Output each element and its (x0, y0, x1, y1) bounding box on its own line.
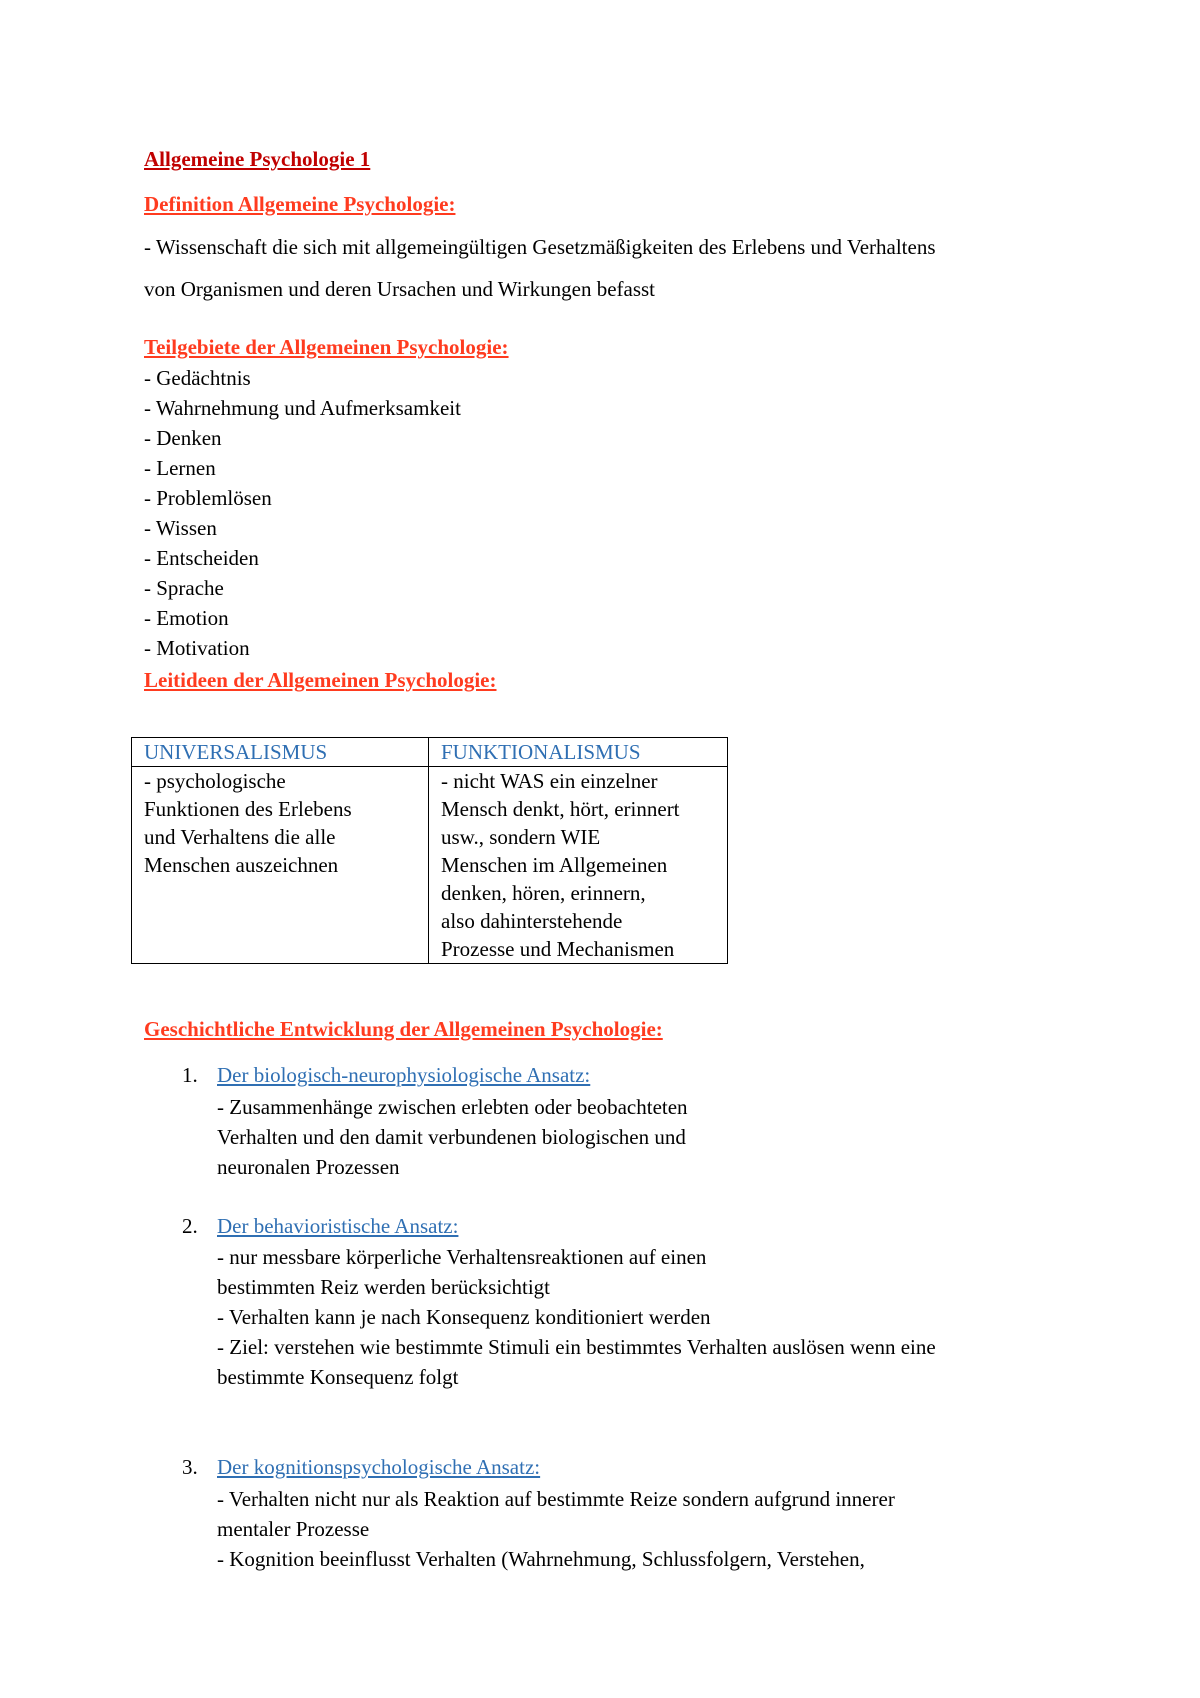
definition-line: von Organismen und deren Ursachen und Wirkungen befasst (144, 277, 656, 301)
document-title: Allgemeine Psychologie 1 (144, 147, 371, 171)
description-line: - Verhalten nicht nur als Reaktion auf bestimmte Reize sondern aufgrund innerer (217, 1487, 895, 1511)
cell-line: - nicht WAS ein einzelner (441, 769, 658, 793)
cell-line: also dahinterstehende (441, 909, 623, 933)
approach-link-behavioristisch[interactable]: Der behavioristische Ansatz: (217, 1214, 459, 1238)
list-item: - Denken (144, 426, 222, 450)
approach-description (217, 1484, 895, 1574)
cell-line: Menschen im Allgemeinen (441, 853, 668, 877)
definition-heading: Definition Allgemeine Psychologie: (144, 192, 456, 216)
list-item: - Emotion (144, 606, 229, 630)
definition-line: - Wissenschaft die sich mit allgemeingültigen Gesetzmäßigkeiten des Erlebens und Verhaltens (144, 235, 936, 259)
list-item: - Entscheiden (144, 546, 259, 570)
list-item: - Gedächtnis (144, 366, 251, 390)
cell-line: Prozesse und Mechanismen (441, 937, 675, 961)
list-number: 3. (182, 1455, 198, 1479)
teilgebiete-heading: Teilgebiete der Allgemeinen Psychologie: (144, 335, 509, 359)
cell-line: usw., sondern WIE (441, 825, 601, 849)
description-line: - nur messbare körperliche Verhaltensreaktionen auf einen (217, 1245, 707, 1269)
description-line: bestimmten Reiz werden berücksichtigt (217, 1275, 550, 1299)
table-row (132, 767, 728, 964)
list-item: - Wahrnehmung und Aufmerksamkeit (144, 396, 461, 420)
table-header-funktionalismus: FUNKTIONALISMUS (429, 738, 728, 767)
description-line: Verhalten und den damit verbundenen biologischen und (217, 1125, 686, 1149)
description-line: mentaler Prozesse (217, 1517, 370, 1541)
description-line: - Zusammenhänge zwischen erlebten oder beobachteten (217, 1095, 688, 1119)
table-header-universalismus: UNIVERSALISMUS (132, 738, 429, 767)
list-item: - Sprache (144, 576, 224, 600)
cell-line: - psychologische (144, 769, 286, 793)
description-line: - Ziel: verstehen wie bestimmte Stimuli ein bestimmtes Verhalten auslösen wenn eine (217, 1335, 936, 1359)
description-line: - Verhalten kann je nach Konsequenz konditioniert werden (217, 1305, 711, 1329)
table-cell-universalismus (132, 767, 429, 964)
description-line: neuronalen Prozessen (217, 1155, 400, 1179)
table-header-row (132, 738, 728, 767)
list-item: - Motivation (144, 636, 250, 660)
list-number: 1. (182, 1063, 198, 1087)
cell-line: denken, hören, erinnern, (441, 881, 646, 905)
cell-line: Menschen auszeichnen (144, 853, 339, 877)
approach-description (217, 1092, 688, 1182)
approach-description (217, 1242, 936, 1392)
leitideen-heading: Leitideen der Allgemeinen Psychologie: (144, 668, 497, 692)
list-number: 2. (182, 1214, 198, 1238)
approach-link-kognitionspsychologisch[interactable]: Der kognitionspsychologische Ansatz: (217, 1455, 541, 1479)
cell-line: Funktionen des Erlebens (144, 797, 352, 821)
cell-line: und Verhaltens die alle (144, 825, 336, 849)
teilgebiete-list (144, 363, 461, 663)
description-line: bestimmte Konsequenz folgt (217, 1365, 459, 1389)
leitideen-table (131, 737, 728, 964)
list-item: - Lernen (144, 456, 216, 480)
description-line: - Kognition beeinflusst Verhalten (Wahrnehmung, Schlussfolgern, Verstehen, (217, 1547, 865, 1571)
list-item: - Problemlösen (144, 486, 272, 510)
table-cell-funktionalismus (429, 767, 728, 964)
list-item: - Wissen (144, 516, 217, 540)
approach-link-biologisch[interactable]: Der biologisch-neurophysiologische Ansatz: (217, 1063, 591, 1087)
cell-line: Mensch denkt, hört, erinnert (441, 797, 680, 821)
geschichte-heading: Geschichtliche Entwicklung der Allgemeinen Psychologie: (144, 1017, 663, 1041)
